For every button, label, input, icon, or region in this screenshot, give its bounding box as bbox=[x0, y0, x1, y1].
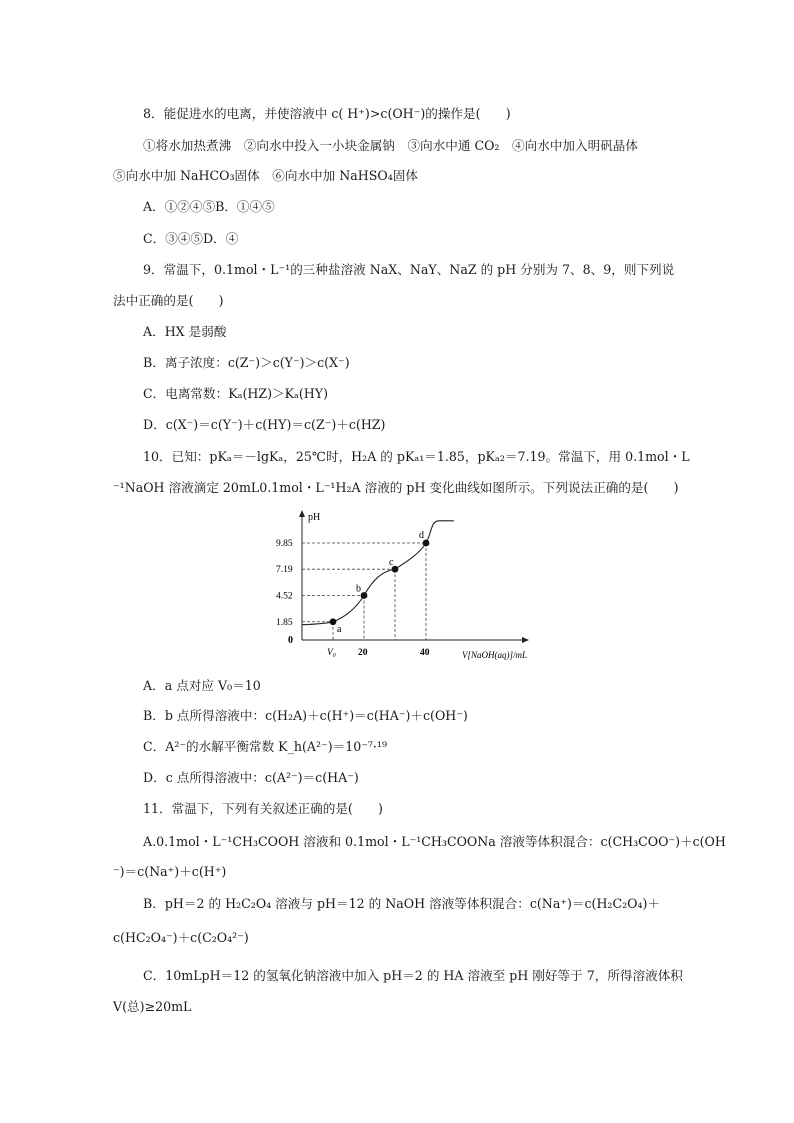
q9-stem-line1: 9．常温下，0.1mol・L⁻¹的三种盐溶液 NaX、NaY、NaZ 的 pH 分别为 7、8、9，则下列说 bbox=[143, 262, 675, 277]
q10-stem-line2: ⁻¹NaOH 溶液滴定 20mL0.1mol・L⁻¹H₂A 溶液的 pH 变化曲线如图所示。下列说法正确的是( ) bbox=[113, 480, 679, 495]
q8-option-cd: C．③④⑤D．④ bbox=[143, 231, 239, 246]
point-label-c: c bbox=[389, 557, 394, 569]
y-tick-7.19: 7.19 bbox=[276, 565, 293, 576]
x-tick-40: 40 bbox=[420, 648, 430, 658]
y-axis-arrow bbox=[299, 510, 305, 517]
q11-option-a-line2: ⁻)＝c(Na⁺)＋c(H⁺) bbox=[113, 864, 227, 879]
point-label-a: a bbox=[337, 623, 342, 635]
q10-option-a: A．a 点对应 V₀＝10 bbox=[143, 678, 261, 693]
q11-option-b-line1: B．pH＝2 的 H₂C₂O₄ 溶液与 pH＝12 的 NaOH 溶液等体积混合：c(Na⁺)＝c(H₂C₂O₄)＋ bbox=[143, 896, 661, 911]
titration-chart bbox=[272, 505, 542, 665]
q10-stem-line1: 10．已知：pKₐ＝－lgKₐ，25℃时，H₂A 的 pKₐ₁＝1.85，pKₐ₂＝7.19。常温下，用 0.1mol・L bbox=[143, 449, 690, 464]
q8-stem: 8．能促进水的电离，并使溶液中 c( H⁺)>c(OH⁻)的操作是( ) bbox=[143, 106, 511, 121]
origin-label: 0 bbox=[288, 635, 293, 646]
x-tick-v0: V₀ bbox=[327, 648, 337, 658]
q10-option-d: D．c 点所得溶液中：c(A²⁻)＝c(HA⁻) bbox=[143, 770, 359, 785]
q8-choices-line1: ①将水加热煮沸 ②向水中投入一小块金属钠 ③向水中通 CO₂ ④向水中加入明矾晶体 bbox=[143, 138, 638, 153]
q10-option-b: B．b 点所得溶液中：c(H₂A)＋c(H⁺)＝c(HA⁻)＋c(OH⁻) bbox=[143, 708, 468, 723]
y-axis-label: pH bbox=[308, 512, 321, 523]
q11-option-c-line2: V(总)≥20mL bbox=[113, 999, 192, 1014]
x-axis-label: V[NaOH(aq)]/mL bbox=[462, 650, 528, 660]
point-a bbox=[330, 618, 337, 625]
q11-option-c-line1: C．10mLpH＝12 的氢氧化钠溶液中加入 pH＝2 的 HA 溶液至 pH 刚好等于 7，所得溶液体积 bbox=[143, 968, 683, 983]
q10-option-c: C．A²⁻的水解平衡常数 K_h(A²⁻)＝10⁻⁷·¹⁹ bbox=[143, 739, 388, 754]
point-b bbox=[361, 592, 368, 599]
y-tick-1.85: 1.85 bbox=[276, 617, 293, 628]
q11-option-b-line2: c(HC₂O₄⁻)＋c(C₂O₄²⁻) bbox=[113, 930, 249, 945]
y-tick-4.52: 4.52 bbox=[276, 591, 293, 602]
q11-option-a-line1: A.0.1mol・L⁻¹CH₃COOH 溶液和 0.1mol・L⁻¹CH₃COONa 溶液等体积混合：c(CH₃COO⁻)＋c(OH bbox=[143, 834, 726, 849]
x-axis-arrow bbox=[522, 637, 529, 643]
titration-chart-svg bbox=[272, 505, 542, 665]
q9-option-c: C．电离常数：Kₐ(HZ)＞Kₐ(HY) bbox=[143, 386, 329, 401]
y-tick-9.85: 9.85 bbox=[276, 538, 293, 549]
q8-option-ab: A．①②④⑤B．①④⑤ bbox=[143, 199, 275, 214]
q9-option-d: D．c(X⁻)＝c(Y⁻)＋c(HY)＝c(Z⁻)＋c(HZ) bbox=[143, 417, 386, 432]
point-label-d: d bbox=[419, 529, 424, 541]
q9-option-b: B．离子浓度：c(Z⁻)＞c(Y⁻)＞c(X⁻) bbox=[143, 355, 350, 370]
q8-choices-line2: ⑤向水中加 NaHCO₃固体 ⑥向水中加 NaHSO₄固体 bbox=[113, 168, 418, 183]
q11-stem: 11．常温下，下列有关叙述正确的是( ) bbox=[143, 801, 383, 816]
titration-curve bbox=[302, 521, 454, 625]
q9-option-a: A．HX 是弱酸 bbox=[143, 324, 227, 339]
x-tick-20: 20 bbox=[358, 648, 368, 658]
q9-stem-line2: 法中正确的是( ) bbox=[113, 293, 224, 308]
point-label-b: b bbox=[356, 583, 361, 595]
